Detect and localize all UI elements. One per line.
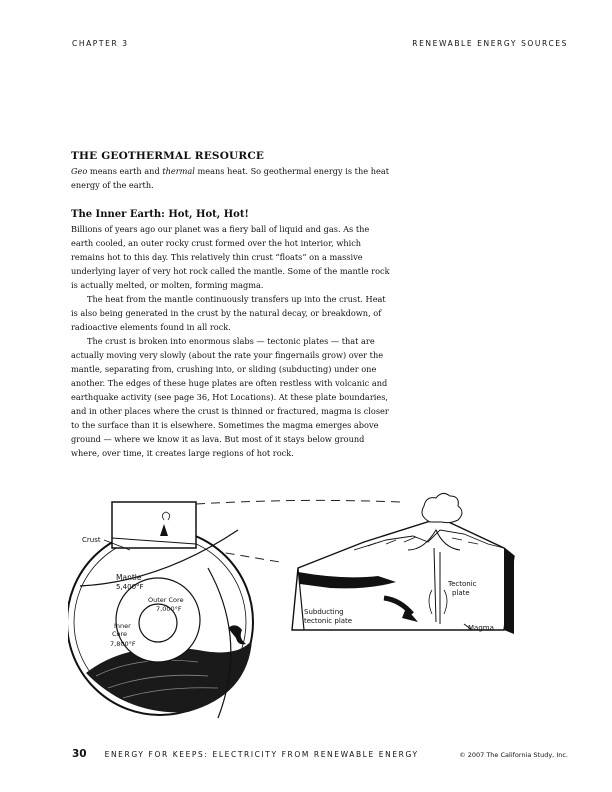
label-crust: Crust <box>82 536 101 544</box>
label-tectonic-1: Tectonic <box>448 580 477 588</box>
body-paragraph-2: The heat from the mantle continuously transfers up into the crust. Heat is also being generated in the crust by the natural decay, or breakdown, of radioactive elements found in all rock. <box>71 294 386 332</box>
subhead: The Inner Earth: Hot, Hot, Hot! <box>71 209 249 220</box>
body-paragraph-3: The crust is broken into enormous slabs — tectonic plates — that are actually moving very slowly (about the rate your fingernails grow) over the mantle, separating from, crushing into, or sliding (subducting) under one another. The edges of these huge plates are often restless with volcanic and earthquake activity (see page 36, Hot Locations). At these plate boundaries, and in other places where the crust is thinned or fractured, magma is closer to the surface than it is elsewhere. Sometimes the magma emerges above ground — where we know it as lava. But most of it stays below ground where, over time, it creates large regions of hot rock. <box>71 336 389 458</box>
connector-line-top <box>196 500 400 504</box>
intro-text-2: means heat. So geothermal energy is the heat energy of the earth. <box>71 166 389 190</box>
intro-paragraph <box>71 164 391 192</box>
label-magma: Magma <box>468 624 494 632</box>
label-mantle-temp: 5,400°F <box>116 583 144 591</box>
footer-left <box>72 748 419 760</box>
label-subducting-1: Subducting <box>304 608 344 616</box>
crust-inset <box>112 502 196 548</box>
globe-illustration <box>68 529 253 718</box>
copyright-notice: © 2007 The California Study, Inc. <box>459 751 568 759</box>
label-subducting-2: tectonic plate <box>304 617 353 625</box>
intro-thermal-term: thermal <box>162 166 195 176</box>
page-number: 30 <box>72 748 87 760</box>
label-outer-core: Outer Core <box>148 596 184 604</box>
label-inner-core-1: Inner <box>114 622 131 630</box>
label-mantle: Mantle <box>116 573 142 582</box>
label-outer-core-temp: 7,000°F <box>156 605 182 613</box>
label-inner-core-temp: 7,800°F <box>110 640 136 648</box>
section-label: RENEWABLE ENERGY SOURCES <box>412 39 568 48</box>
running-header <box>72 39 568 48</box>
intro-geo-term: Geo <box>71 166 88 176</box>
earth-cross-section-figure <box>68 490 592 740</box>
section-title: THE GEOTHERMAL RESOURCE <box>71 150 265 162</box>
body-paragraph-1: Billions of years ago our planet was a fiery ball of liquid and gas. As the earth cooled, an outer rocky crust formed over the hot interior, which remains hot to this day. This relatively thin crust “floats” on a massive underlying layer of very hot rock called the mantle. Some of the mantle rock is actually melted, or molten, forming magma. <box>71 224 390 290</box>
book-title: ENERGY FOR KEEPS: ELECTRICITY FROM RENEWABLE ENERGY <box>104 750 419 759</box>
label-tectonic-2: plate <box>452 589 470 597</box>
chapter-label: CHAPTER 3 <box>72 39 129 48</box>
page-footer <box>72 748 568 760</box>
article-body <box>71 150 391 460</box>
intro-text-1: means earth and <box>87 166 163 176</box>
label-inner-core-2: Core <box>112 630 128 638</box>
